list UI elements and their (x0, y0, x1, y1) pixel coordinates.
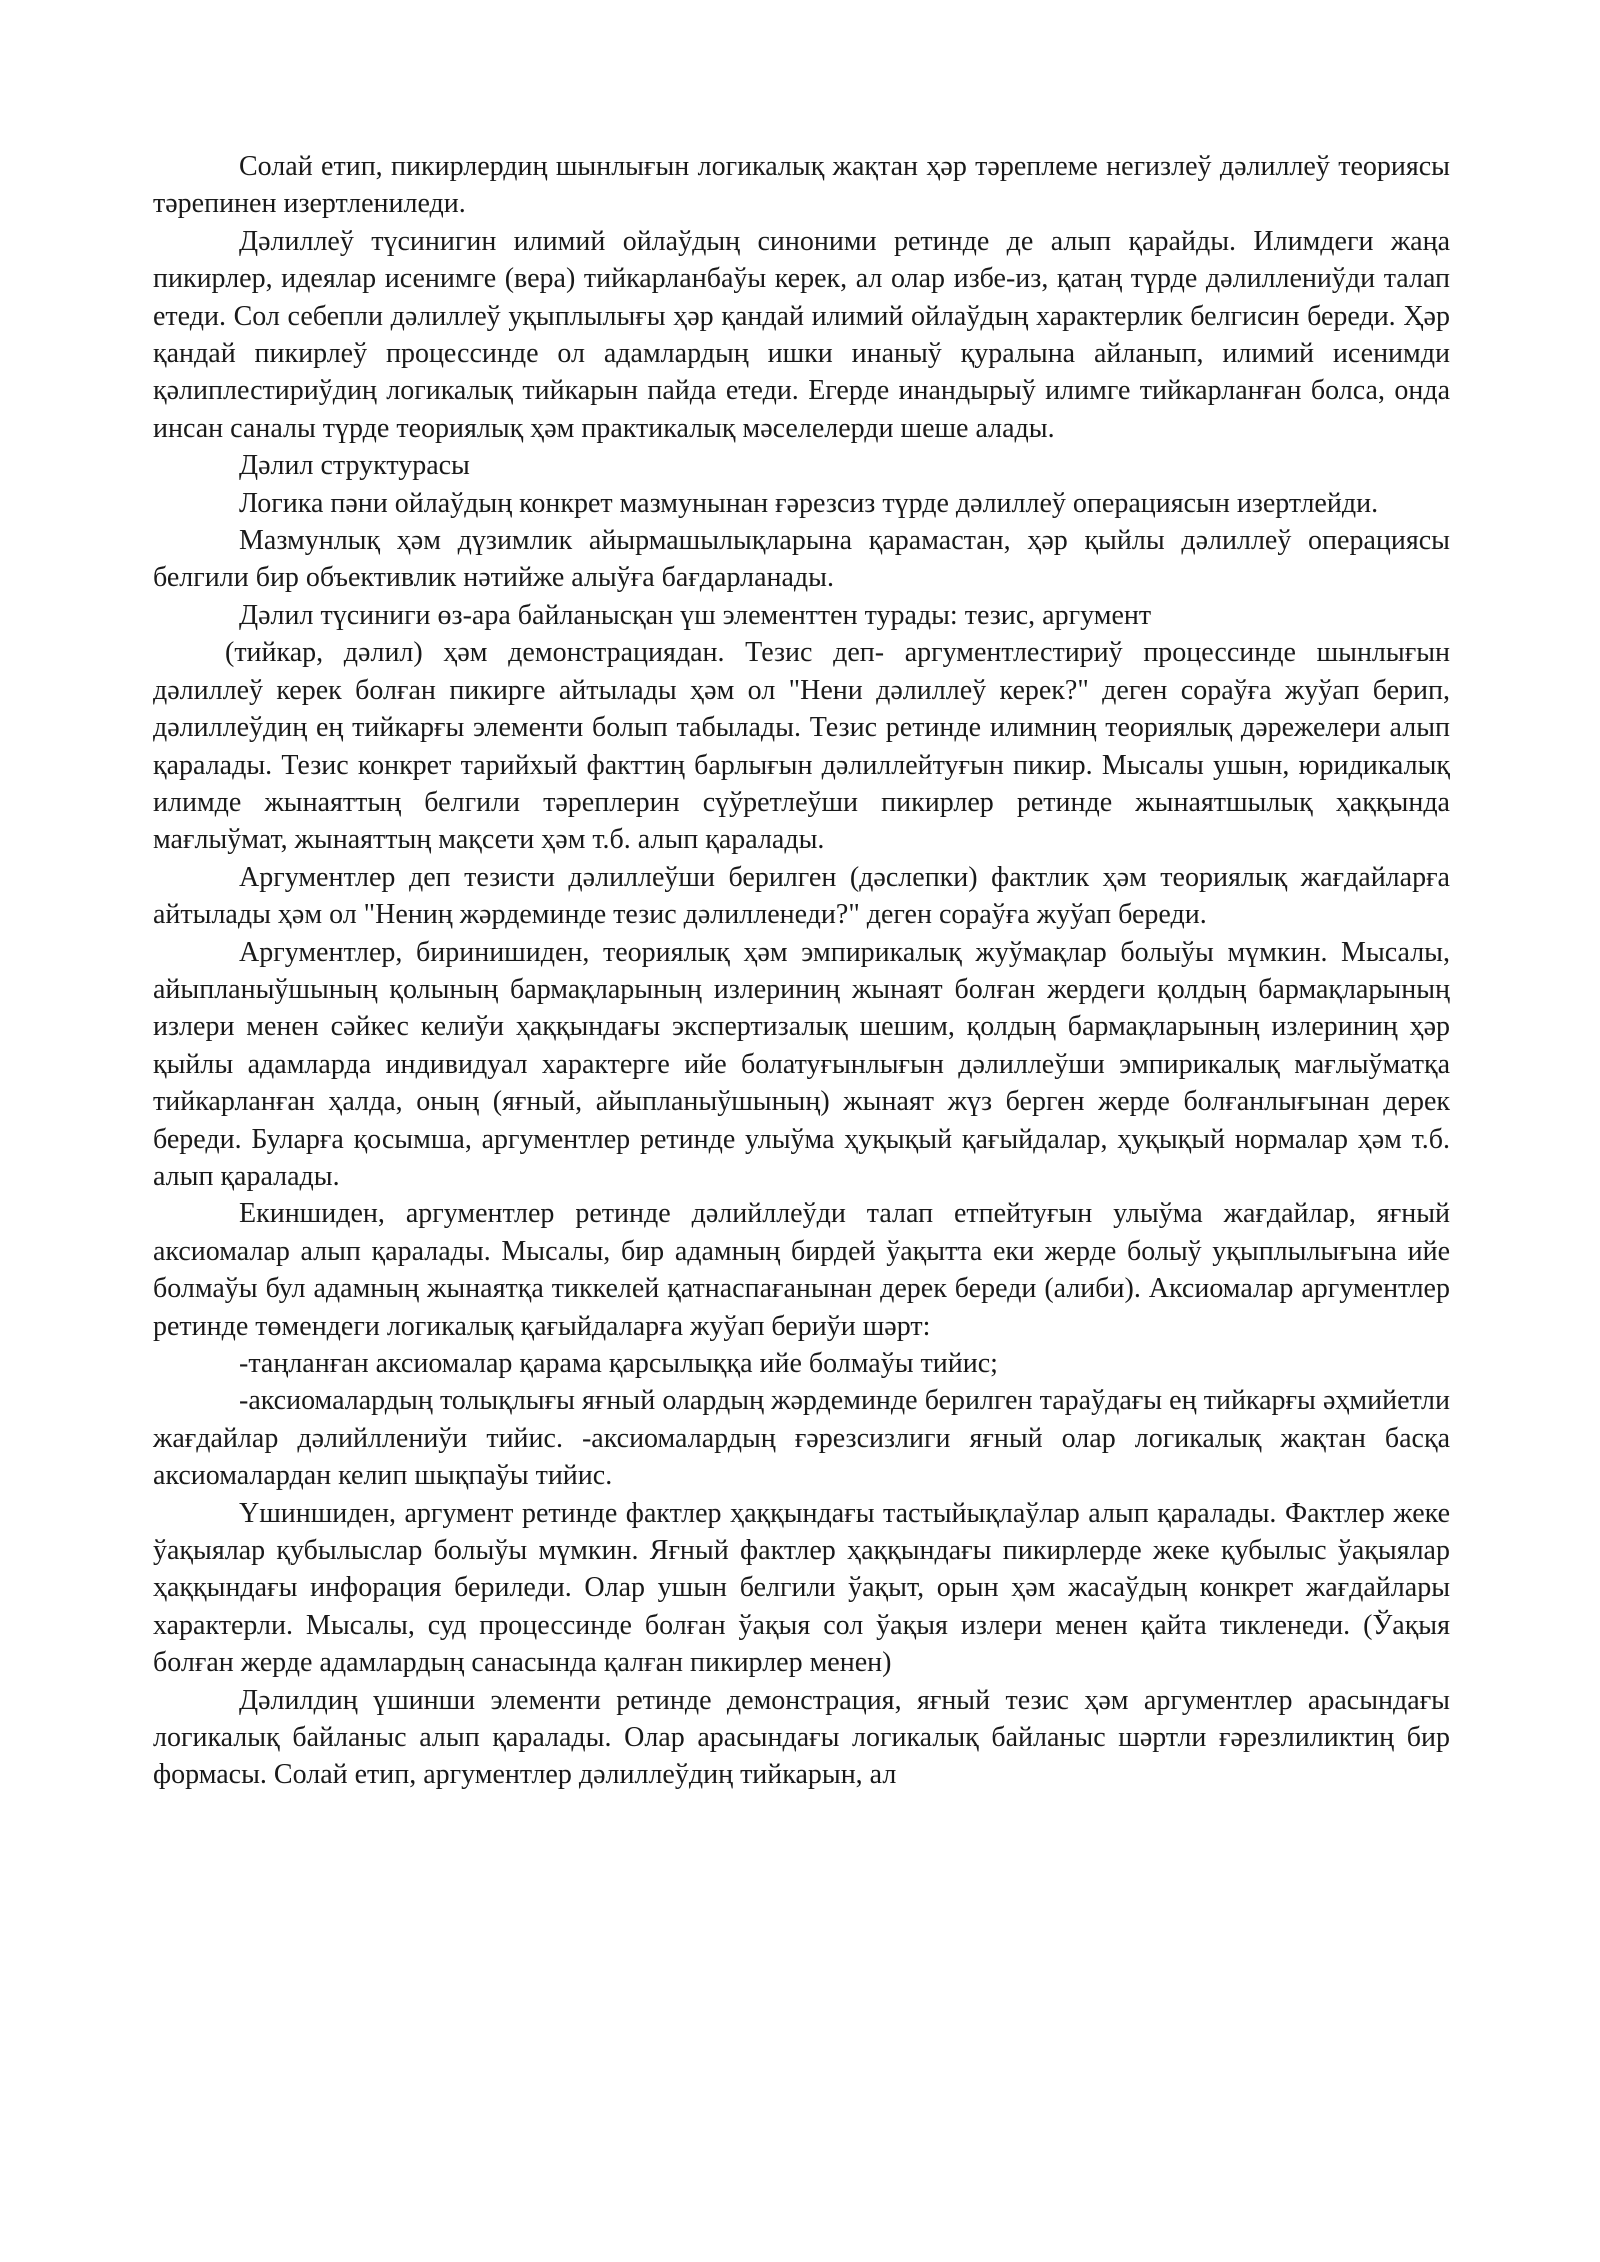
paragraph-7: Аргументлер деп тезисти дәлиллеўши берилген (дәслепки) фактлик ҳәм теориялық жағдайларға айтылады ҳәм ол "Нениң жәрдеминде тезис дәлилленеди?" деген сораўға жуўап береди. (153, 861, 1450, 931)
paragraph-8: Аргументлер, биринишиден, теориялық ҳәм эмпирикалық жуўмақлар болыўы мүмкин. Мысалы, айыпланыўшының қолының бармақларының излериниң жынаят болған жердеги қолдың бармақларының излери менен сәйкес келиўи ҳаққындағы экспертизалық шешим, қолдың бармақларының излериниң ҳәр қыйлы адамларда индивидуал характерге ийе болатуғынлығын дәлиллеўши эмпирикалық мағлыўматқа тийкарланған ҳалда, оның (яғный, айыпланыўшының) жынаят жүз берген жерде болғанлығынан дерек береди. Буларға қосымша, аргументлер ретинде улыўма ҳуқықый қағыйдалар, ҳуқықый нормалар ҳәм т.б. алып қаралады. (153, 936, 1450, 1192)
section-heading: Дәлил структурасы (239, 450, 470, 482)
paragraph-13: Дәлилдиң үшинши элементи ретинде демонстрация, яғный тезис ҳәм аргументлер арасындағы логикалық байланыс алып қаралады. Олар арасындағы логикалық байланыс шәртли ғәрезлиликтиң бир формасы. Солай етип, аргументлер дәлиллеўдиң тийкарын, ал (153, 1684, 1450, 1791)
paragraph-11: -аксиомалардың толықлығы яғный олардың жәрдеминде берилген тараўдағы ең тийкарғы әҳмийетли жағдайлар дәлийллениўи тийис. -аксиомалардың ғәрезсизлиги яғный олар логикалық жақтан басқа аксиомалардан келип шықпаўы тийис. (153, 1385, 1450, 1492)
paragraph-10: -таңланған аксиомалар қарама қарсылыққа ийе болмаўы тийис; (239, 1348, 998, 1379)
paragraph-12: Үшиншиден, аргумент ретинде фактлер ҳаққындағы тастыйықлаўлар алып қаралады. Фактлер жеке ўақыялар қубылыслар болыўы мүмкин. Яғный фактлер ҳаққындағы пикирлерде жеке қубылыс ўақыялар ҳаққындағы инфорация бериледи. Олар ушын белгили ўақыт, орын ҳәм жасаўдың конкрет жағдайлары характерли. Мысалы, суд процессинде болған ўақыя сол ўақыя излери менен қайта тикленеди. (Ўақыя болған жерде адамлардың санасында қалған пикирлер менен) (153, 1497, 1450, 1679)
paragraph-6: (тийкар, дәлил) ҳәм демонстрациядан. Тезис деп- аргументлестириў процессинде шынлығын дәлиллеў керек болған пикирге айтылады ҳәм ол "Нени дәлиллеў керек?" деген сораўға жуўап берип, дәлиллеўдиң ең тийкарғы элементи болып табылады. Тезис ретинде илимниң теориялық дәрежелери алып қаралады. Тезис конкрет тарийхый факттиң барлығын дәлиллейтуғын пикир. Мысалы ушын, юридикалық илимде жынаяттың белгили тәреплерин сүўретлеўши пикирлер ретинде жынаятшылық ҳаққында мағлыўмат, жынаяттың мақсети ҳәм т.б. алып қаралады. (153, 637, 1450, 856)
paragraph-1: Солай етип, пикирлердиң шынлығын логикалық жақтан ҳәр тәреплеме негизлеў дәлиллеў теориясы тәрепинен изертлениледи. (153, 151, 1450, 220)
paragraph-9: Екиншиден, аргументлер ретинде дәлийллеўди талап етпейтуғын улыўма жағдайлар, яғный аксиомалар алып қаралады. Мысалы, бир адамның бирдей ўақытта еки жерде болыў уқыплылығына ийе болмаўы бул адамның жынаятқа тиккелей қатнаспағанынан дерек береди (алиби). Аксиомалар аргументлер ретинде төмендеги логикалық қағыйдаларға жуўап бериўи шәрт: (153, 1198, 1450, 1342)
paragraph-2: Дәлиллеў түсинигин илимий ойлаўдың синоними ретинде де алып қарайды. Илимдеги жаңа пикирлер, идеялар исенимге (вера) тийкарланбаўы керек, ал олар избе-из, қатаң түрде дәлиллениўди талап етеди. Сол себепли дәлиллеў уқыплылығы ҳәр қандай илимий ойлаўдың характерлик белгисин береди. Ҳәр қандай пикирлеў процессинде ол адамлардың ишки инаныў қуралына айланып, илимий исенимди қәлиплестириўдиң логикалық тийкарын пайда етеди. Егерде инандырыў илимге тийкарланған болса, онда инсан саналы түрде теориялық ҳәм практикалық мәселелерди шеше алады. (153, 225, 1450, 444)
paragraph-4: Мазмунлық ҳәм дүзимлик айырмашылықларына қарамастан, ҳәр қыйлы дәлиллеў операциясы белгили бир объективлик нәтийже алыўға бағдарланады. (153, 525, 1450, 594)
paragraph-3: Логика пәни ойлаўдың конкрет мазмунынан ғәрезсиз түрде дәлиллеў операциясын изертлейди. (239, 487, 1379, 519)
paragraph-5: Дәлил түсиниги өз-ара байланысқан үш элементтен турады: тезис, аргумент (239, 599, 1152, 631)
document-body (153, 148, 1450, 1794)
